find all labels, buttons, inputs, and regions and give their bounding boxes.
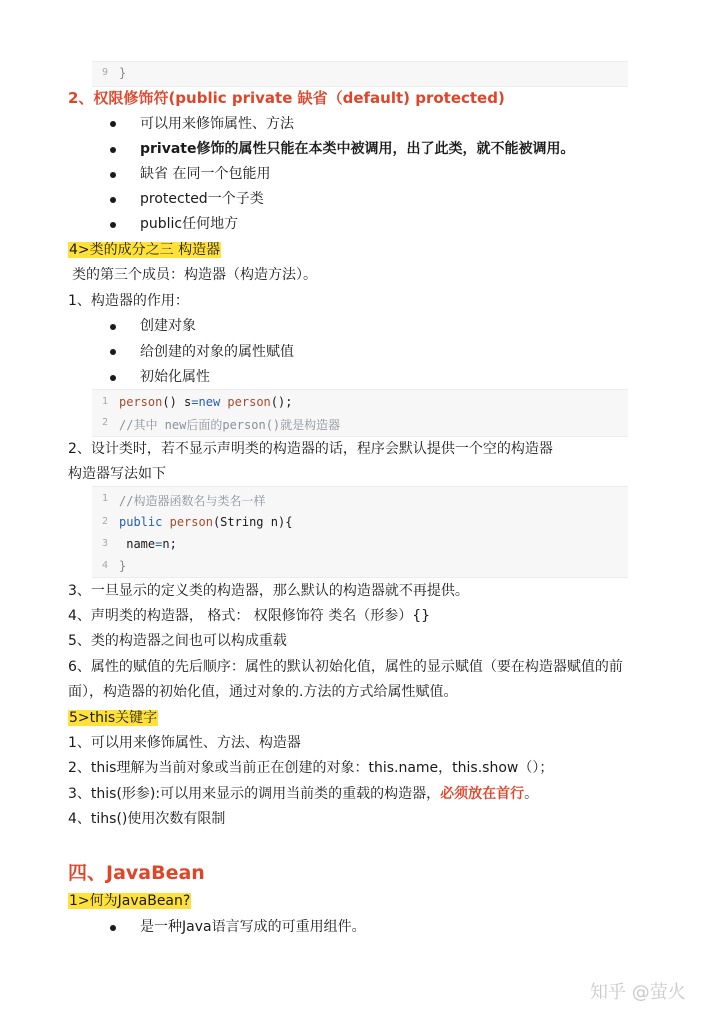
code-block bbox=[92, 486, 628, 578]
line-number: 1 bbox=[102, 493, 109, 504]
line-number: 4 bbox=[102, 560, 109, 571]
list-item: protected一个子类 bbox=[140, 191, 264, 207]
code-line bbox=[119, 515, 292, 529]
code-line: } bbox=[119, 66, 127, 80]
line-number: 2 bbox=[102, 417, 109, 428]
paragraph: 面），构造器的初始化值，通过对象的.方法的方式给属性赋值。 bbox=[68, 684, 458, 700]
code-token: name bbox=[119, 537, 156, 551]
line-number: 2 bbox=[102, 516, 109, 527]
paragraph: 类的第三个成员：构造器（构造方法）。 bbox=[72, 267, 317, 283]
code-token: person bbox=[227, 395, 271, 409]
code-token: (String n){ bbox=[212, 515, 293, 529]
subsection-heading bbox=[68, 709, 158, 727]
code-line bbox=[119, 395, 292, 409]
code-token: = bbox=[191, 395, 199, 409]
paragraph-text: 。 bbox=[524, 786, 539, 802]
paragraph: 2、this理解为当前对象或当前正在创建的对象：this.name，this.show（）； bbox=[68, 760, 554, 776]
line-number: 1 bbox=[102, 396, 109, 407]
subsection-heading bbox=[68, 241, 221, 259]
bullet-icon bbox=[110, 172, 116, 178]
highlighted-heading-text: 4>类的成分之三 构造器 bbox=[69, 242, 221, 258]
watermark: 知乎 @萤火 bbox=[590, 982, 686, 1003]
list-item: 可以用来修饰属性、方法 bbox=[140, 116, 294, 132]
list-item: 给创建的对象的属性赋值 bbox=[140, 344, 294, 360]
paragraph: 2、设计类时，若不显示声明类的构造器的话，程序会默认提供一个空的构造器 bbox=[68, 441, 553, 457]
code-token: (); bbox=[270, 395, 293, 409]
bullet-icon bbox=[110, 197, 116, 203]
code-token: person bbox=[169, 515, 213, 529]
paragraph: 构造器写法如下 bbox=[68, 466, 166, 482]
code-comment: //其中 new后面的person()就是构造器 bbox=[119, 418, 341, 432]
line-number: 9 bbox=[102, 67, 109, 78]
list-item: 是一种Java语言写成的可重用组件。 bbox=[140, 919, 366, 935]
paragraph: 4、tihs()使用次数有限制 bbox=[68, 811, 226, 827]
bullet-icon bbox=[110, 925, 116, 931]
bullet-icon bbox=[110, 222, 116, 228]
list-item: 创建对象 bbox=[140, 318, 196, 334]
code-comment: //构造器函数名与类名一样 bbox=[119, 494, 266, 508]
paragraph: 3、一旦显示的定义类的构造器，那么默认的构造器就不再提供。 bbox=[68, 583, 469, 599]
paragraph: 6、属性的赋值的先后顺序：属性的默认初始化值，属性的显示赋值（要在构造器赋值的前 bbox=[68, 659, 623, 675]
bullet-icon bbox=[110, 324, 116, 330]
bullet-icon bbox=[110, 349, 116, 355]
code-block bbox=[92, 61, 628, 87]
code-token: n; bbox=[162, 537, 177, 551]
highlighted-heading-text: 1>何为JavaBean? bbox=[69, 893, 191, 909]
paragraph: 1、构造器的作用： bbox=[68, 293, 189, 309]
highlighted-heading-text: 5>this关键字 bbox=[69, 710, 158, 726]
list-item: 缺省 在同一个包能用 bbox=[140, 166, 271, 182]
list-item: public任何地方 bbox=[140, 216, 239, 232]
paragraph: 5、类的构造器之间也可以构成重载 bbox=[68, 633, 287, 649]
section-title: 2、权限修饰符(public private 缺省（default) protected) bbox=[68, 89, 505, 107]
code-token: = bbox=[155, 537, 163, 551]
code-block bbox=[92, 389, 628, 437]
paragraph-text: 3、this(形参):可以用来显示的调用当前类的重载的构造器， bbox=[68, 786, 441, 802]
list-item: private修饰的属性只能在本类中被调用，出了此类，就不能被调用。 bbox=[140, 141, 575, 157]
code-line bbox=[119, 537, 177, 551]
bullet-icon bbox=[110, 375, 116, 381]
list-item: 初始化属性 bbox=[140, 369, 210, 385]
paragraph: 1、可以用来修饰属性、方法、构造器 bbox=[68, 735, 301, 751]
code-token: public bbox=[119, 515, 163, 529]
bullet-icon bbox=[110, 121, 116, 127]
chapter-title: 四、JavaBean bbox=[68, 862, 205, 884]
subsection-heading bbox=[68, 892, 191, 910]
code-token: () s bbox=[162, 395, 192, 409]
paragraph: 4、声明类的构造器， 格式： 权限修饰符 类名（形参）{} bbox=[68, 608, 431, 624]
line-number: 3 bbox=[102, 538, 109, 549]
bullet-icon bbox=[110, 147, 116, 153]
paragraph bbox=[68, 785, 538, 803]
code-line: } bbox=[119, 559, 127, 573]
code-token: new bbox=[198, 395, 221, 409]
emphasis-text: 必须放在首行 bbox=[440, 786, 525, 802]
code-token: person bbox=[119, 395, 163, 409]
